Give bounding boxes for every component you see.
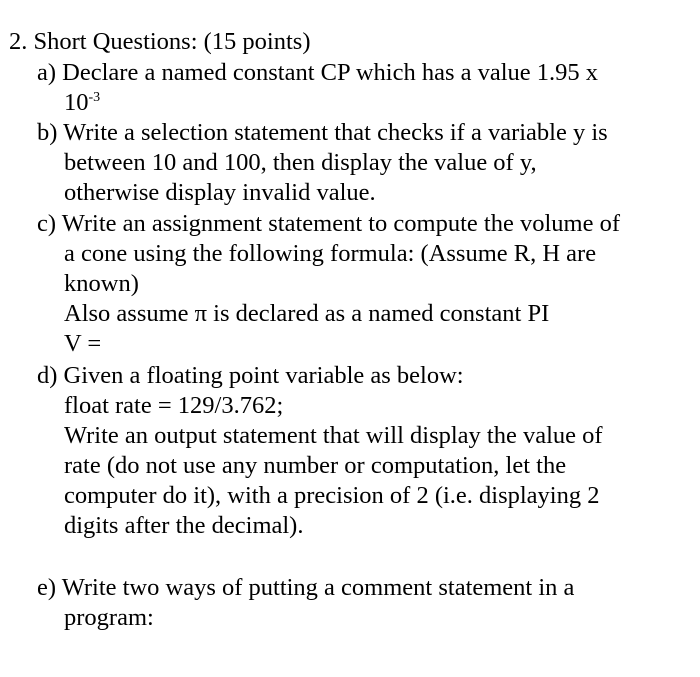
- part-b-line-2: between 10 and 100, then display the value of y,: [64, 149, 537, 176]
- part-c-line-3: known): [64, 270, 139, 297]
- part-d-line-5: computer do it), with a precision of 2 (i.e. displaying 2: [64, 482, 600, 509]
- part-d-line-4: rate (do not use any number or computation, let the: [64, 452, 567, 479]
- part-c-line-4: Also assume π is declared as a named constant PI: [64, 300, 550, 327]
- part-c-line-1: c) Write an assignment statement to compute the volume of: [37, 210, 620, 237]
- part-a-base: 10: [64, 89, 89, 116]
- part-a-line-1: a) Declare a named constant CP which has a value 1.95 x: [37, 59, 599, 86]
- part-c-formula: V =: [64, 330, 102, 357]
- question-heading: 2. Short Questions: (15 points): [9, 28, 311, 55]
- part-d-line-6: digits after the decimal).: [64, 512, 304, 539]
- part-d-line-1: d) Given a floating point variable as below:: [37, 362, 464, 389]
- part-d-line-3: Write an output statement that will display the value of: [64, 422, 603, 449]
- part-e-line-1: e) Write two ways of putting a comment statement in a: [37, 574, 575, 601]
- part-d-code: float rate = 129/3.762;: [64, 392, 284, 419]
- part-c-line-2: a cone using the following formula: (Assume R, H are: [64, 240, 597, 267]
- part-a-value: [64, 88, 100, 118]
- part-e-line-2: program:: [64, 604, 154, 631]
- part-b-line-1: b) Write a selection statement that checks if a variable y is: [37, 119, 608, 146]
- part-a-exponent: -3: [88, 90, 101, 105]
- part-b-line-3: otherwise display invalid value.: [64, 179, 376, 206]
